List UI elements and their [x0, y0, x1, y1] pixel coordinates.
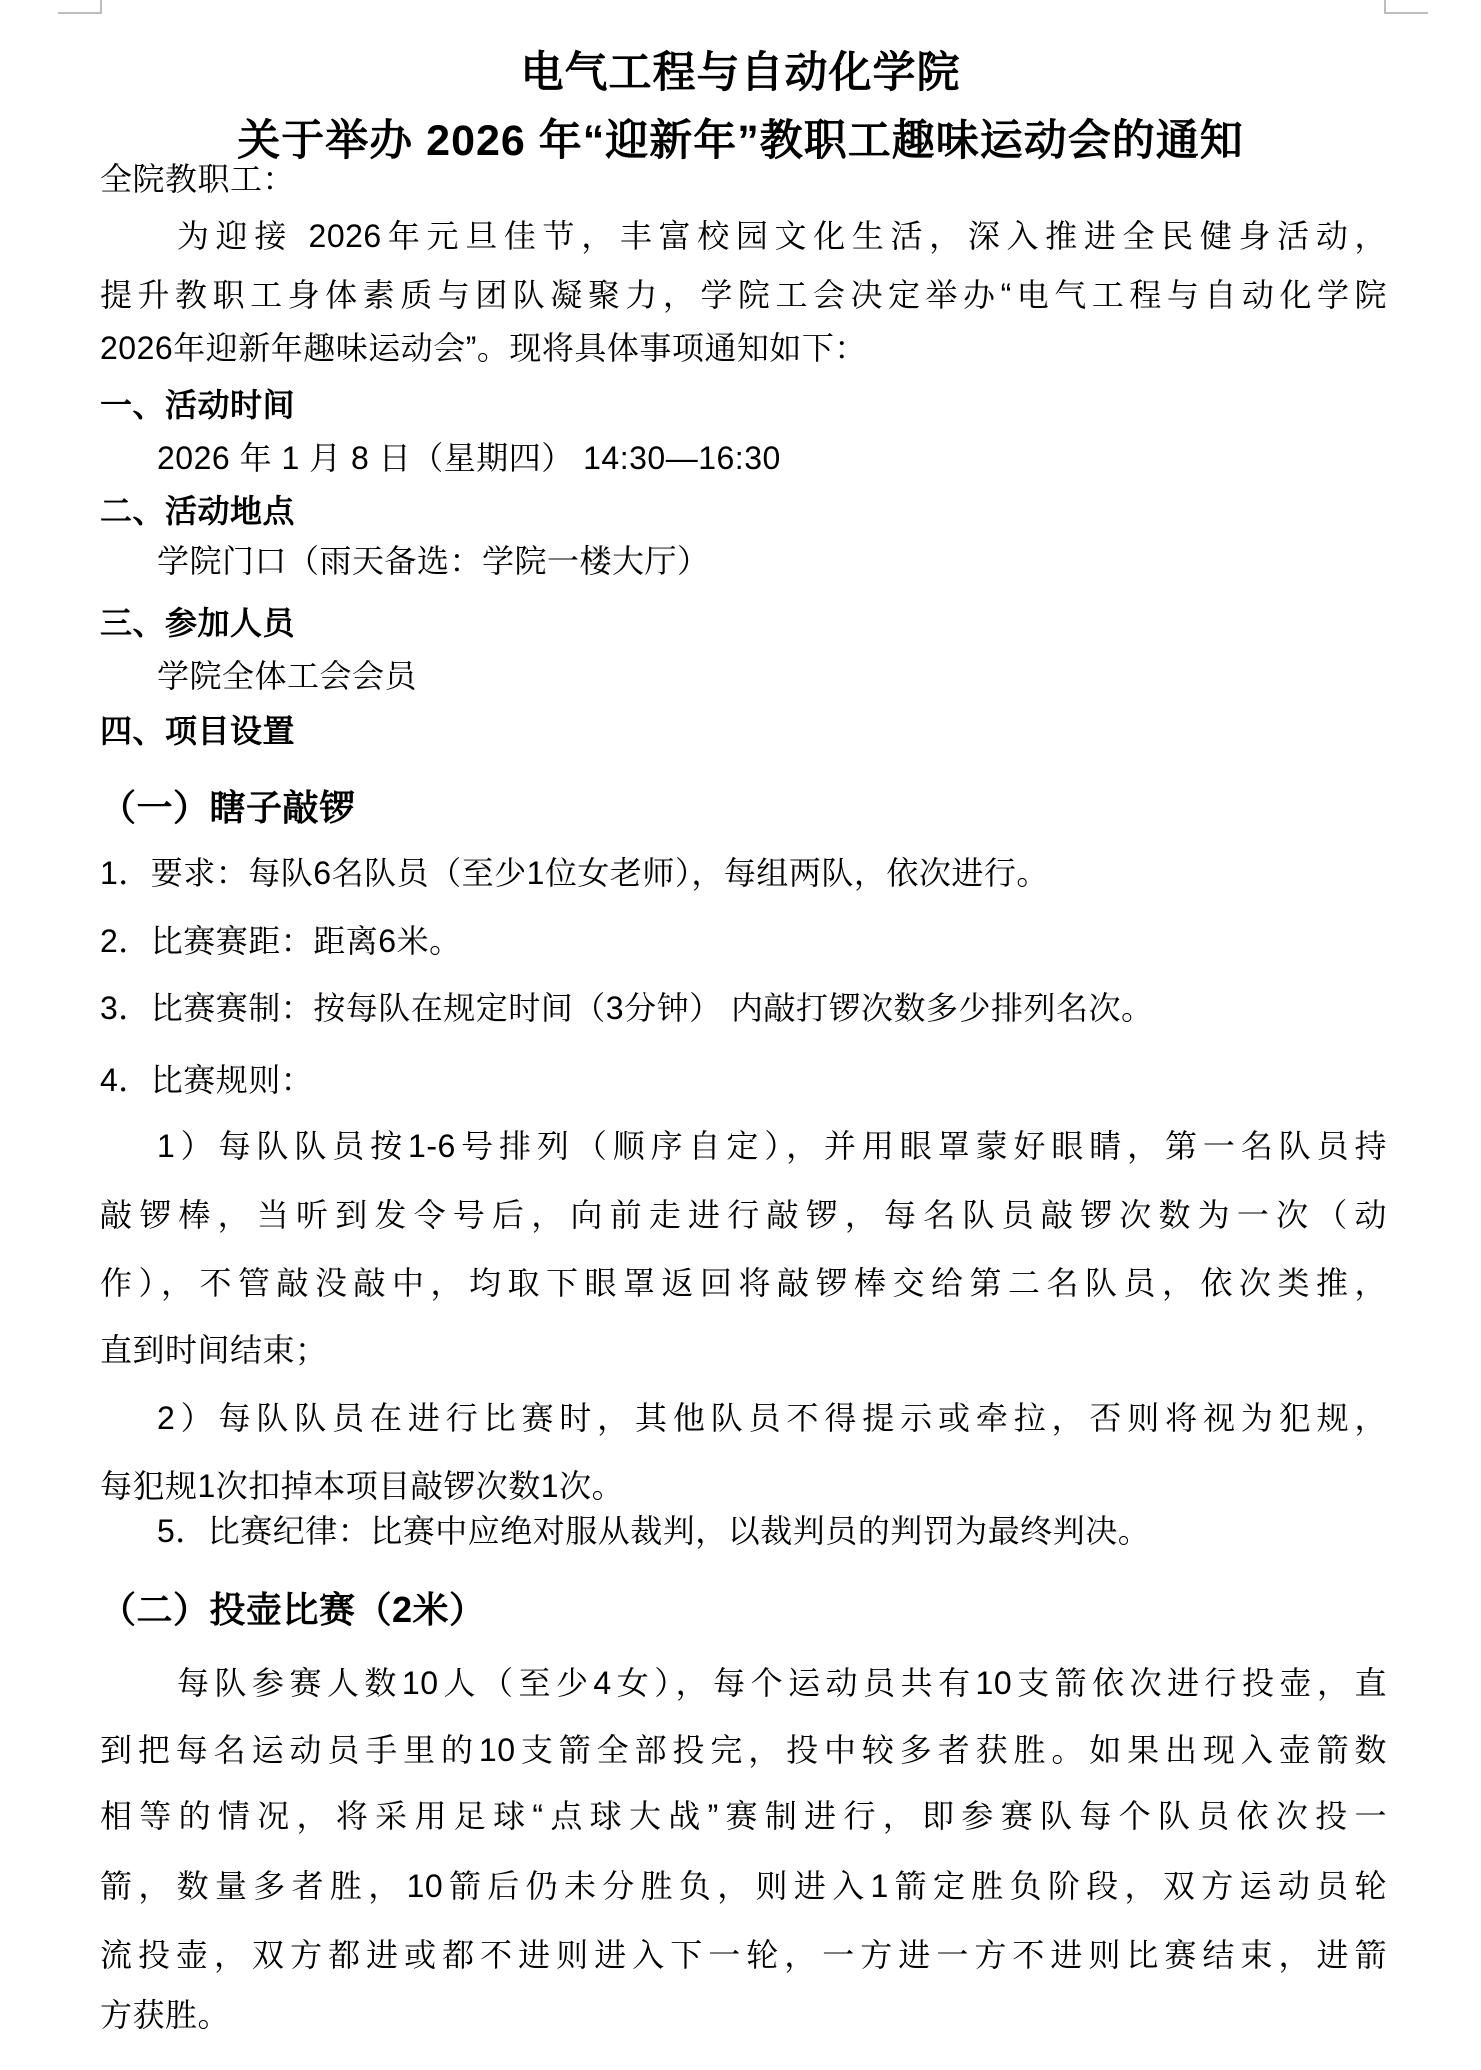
event-2-heading: （二）投壶比赛（2米）: [100, 1589, 486, 1630]
section-2-heading: 二、活动地点: [100, 493, 296, 529]
section-2-content: 学院门口（雨天备选：学院一楼大厅）: [157, 543, 710, 579]
event-1-item-5: 5．比赛纪律：比赛中应绝对服从裁判，以裁判员的判罚为最终判决。: [157, 1513, 1151, 1549]
intro-line-3: 2026年迎新年趣味运动会”。现将具体事项通知如下：: [100, 330, 867, 366]
event-2-line-5: 流投壶，双方都进或都不进则进入下一轮，一方进一方不进则比赛结束，进箭: [100, 1937, 1387, 1973]
intro-line-2: 提升教职工身体素质与团队凝聚力，学院工会决定举办“电气工程与自动化学院: [100, 277, 1387, 313]
event-1-heading: （一）瞎子敲锣: [100, 787, 356, 828]
document-title-line-2: 关于举办 2026 年“迎新年”教职工趣味运动会的通知: [237, 116, 1244, 165]
section-3-content: 学院全体工会会员: [157, 658, 418, 694]
rule-1-line-3: 作），不管敲没敲中，均取下眼罩返回将敲锣棒交给第二名队员，依次类推，: [100, 1265, 1387, 1301]
section-4-heading: 四、项目设置: [100, 713, 296, 749]
event-1-item-4: 4．比赛规则：: [100, 1062, 314, 1098]
event-1-item-1: 1．要求：每队6名队员（至少1位女老师），每组两队，依次进行。: [100, 855, 1049, 891]
section-1-content: 2026 年 1 月 8 日（星期四） 14:30—16:30: [157, 440, 781, 476]
rule-1-line-1: 1）每队队员按1-6号排列（顺序自定），并用眼罩蒙好眼睛，第一名队员持: [157, 1128, 1387, 1164]
section-1-heading: 一、活动时间: [100, 387, 296, 423]
event-2-line-2: 到把每名运动员手里的10支箭全部投完，投中较多者获胜。如果出现入壶箭数: [100, 1732, 1387, 1768]
intro-line-1: 为迎接 2026年元旦佳节，丰富校园文化生活，深入推进全民健身活动，: [177, 218, 1387, 254]
document-title-line-1: 电气工程与自动化学院: [520, 48, 961, 97]
rule-1-line-2: 敲锣棒，当听到发令号后，向前走进行敲锣，每名队员敲锣次数为一次（动: [100, 1197, 1387, 1233]
event-2-line-6: 方获胜。: [100, 1997, 231, 2033]
event-2-line-1: 每队参赛人数10人（至少4女），每个运动员共有10支箭依次进行投壶，直: [177, 1665, 1387, 1701]
salutation: 全院教职工：: [100, 161, 296, 197]
rule-2-line-1: 2）每队队员在进行比赛时，其他队员不得提示或牵拉，否则将视为犯规，: [157, 1400, 1387, 1436]
event-2-line-3: 相等的情况，将采用足球“点球大战”赛制进行，即参赛队每个队员依次投一: [100, 1798, 1387, 1834]
event-2-line-4: 箭，数量多者胜，10箭后仍未分胜负，则进入1箭定胜负阶段，双方运动员轮: [100, 1868, 1387, 1904]
event-1-item-2: 2．比赛赛距：距离6米。: [100, 923, 462, 959]
rule-2-line-2: 每犯规1次扣掉本项目敲锣次数1次。: [100, 1468, 625, 1504]
event-1-item-3: 3．比赛赛制：按每队在规定时间（3分钟） 内敲打锣次数多少排列名次。: [100, 990, 1154, 1026]
rule-1-line-4: 直到时间结束；: [100, 1332, 328, 1368]
section-3-heading: 三、参加人员: [100, 605, 296, 641]
